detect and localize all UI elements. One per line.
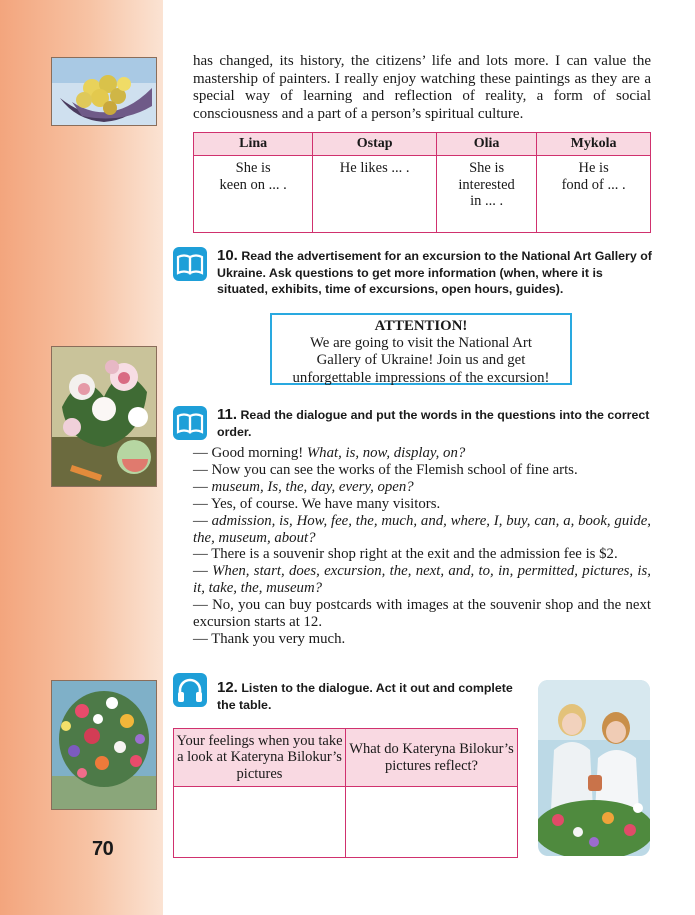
names-header-ostap: Ostap [313,133,437,156]
cell-line: She is [235,160,271,176]
dialogue-plain: — [193,563,213,580]
dialogue-plain: — There is a souvenir shop right at the exit and the admission fee is $2. [193,546,618,563]
advert-title: ATTENTION! [374,318,468,334]
names-cell-olia[interactable] [436,156,536,233]
advertisement-box [270,313,572,385]
dialogue-plain: — [193,512,212,529]
names-header-mykola: Mykola [537,133,651,156]
illustration-girls-with-flowers [538,680,650,856]
dialogue-line [193,513,651,547]
dialogue-line [193,479,651,496]
dialogue-scrambled: What, is, now, display, on? [306,445,466,461]
dialogue-plain: — Good morning! [193,445,307,461]
advert-line: We are going to visit the National Art [310,335,532,352]
dialogue-line [193,496,651,513]
book-icon [173,406,207,440]
names-cell-lina[interactable] [194,156,313,233]
cell-line: interested [458,176,515,193]
names-table [193,132,651,233]
dialogue-plain: — [193,478,212,495]
dialogue-scrambled: admission, is, How, fee, the, much, and, where, I, buy, can, a, book, guide, the, museum, about? [193,512,652,546]
task-10-number: 10. [217,247,238,264]
dialogue-plain: — Yes, of course. We have many visitors. [193,495,441,512]
names-cell-mykola[interactable] [537,156,651,233]
dialogue-plain: — Thank you very much. [193,630,346,647]
dialogue-line [193,631,651,648]
feel-cell-reflect[interactable] [346,787,518,858]
cell-line: in ... . [470,193,504,209]
dialogue-line [193,597,651,631]
advert-line: unforgettable impressions of the excursion! [292,369,550,386]
dialogue-line [193,462,651,479]
task-12-number: 12. [217,679,238,696]
dialogue-plain: — Now you can see the works of the Flemish school of fine arts. [193,461,578,478]
cell-line: He likes ... . [339,160,410,176]
task-11-number: 11. [217,406,238,423]
feel-header-reflect: What do Kateryna Bilokur’s pictures reflect? [346,729,518,787]
names-cell-ostap[interactable] [313,156,437,233]
painting-fruit-bowl [51,57,157,126]
feel-cell-feelings[interactable] [174,787,346,858]
cell-line: keen on ... . [219,176,287,193]
cell-line: He is [578,160,609,176]
dialogue-line [193,563,651,597]
dialogue-plain: — No, you can buy postcards with images at the souvenir shop and the next excursion starts at 12. [193,597,651,631]
cell-line: fond of ... . [561,176,626,193]
feelings-table [173,728,518,858]
feel-header-feelings: Your feelings when you take a look at Kateryna Bilokur’s pictures [174,729,346,787]
painting-wildflowers [51,680,157,810]
task-12-text: Listen to the dialogue. Act it out and complete the table. [217,681,513,712]
book-icon [173,247,207,281]
advert-line: Gallery of Ukraine! Join us and get [316,352,526,369]
dialogue-scrambled: When, start, does, excursion, the, next, and, to, in, permitted, pictures, is, it, take, the, museum? [193,563,651,597]
dialogue-scrambled: museum, Is, the, day, every, open? [211,478,414,495]
names-header-olia: Olia [436,133,536,156]
task-11-text: Read the dialogue and put the words in the questions into the correct order. [217,408,650,439]
headphones-icon [173,673,207,707]
dialogue-line [193,445,651,462]
intro-paragraph: has changed, its history, the citizens’ life and lots more. I can value the mastership of painters. I really enjoy watching these paintings as they are a special way of learning and reflection of reality, a form of social consciousness and a part of a person’s spiritual culture. [193,53,651,122]
task-11 [217,407,657,440]
dialogue [193,445,651,648]
task-10-text: Read the advertisement for an excursion to the National Art Gallery of Ukraine. Ask questions to get more information (when, where it is situated, exhibits, time of excursions, open hours, guides). [217,249,652,296]
task-10 [217,248,657,298]
task-12 [217,680,522,713]
cell-line: She is [469,160,505,176]
dialogue-line [193,546,651,563]
names-header-lina: Lina [194,133,313,156]
page-number: 70 [92,838,114,860]
painting-peonies [51,346,157,487]
